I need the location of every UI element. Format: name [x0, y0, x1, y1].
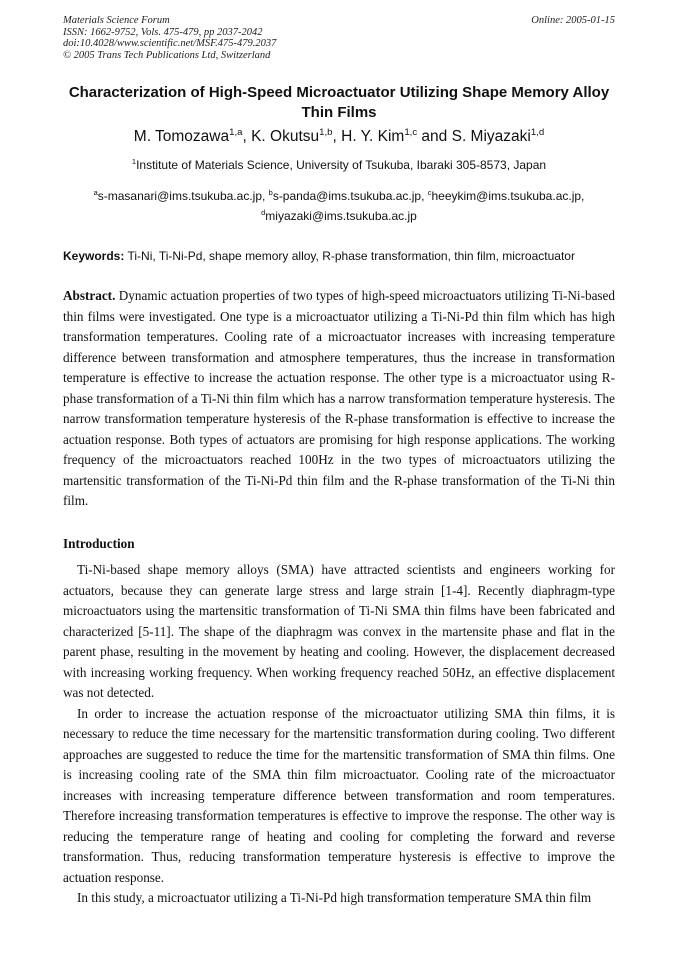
email-mark: b	[268, 188, 273, 197]
affiliation	[60, 157, 618, 173]
abstract	[63, 286, 615, 512]
copyright-line: © 2005 Trans Tech Publications Ltd, Switzerland	[63, 49, 271, 61]
author-name: M. Tomozawa	[133, 128, 230, 145]
author-affiliation-mark: 1,b	[319, 126, 333, 138]
journal-header	[63, 15, 615, 61]
author-affiliation-mark: 1,a	[229, 126, 243, 138]
section-heading-introduction: Introduction	[63, 536, 135, 551]
online-date: Online: 2005-01-15	[531, 15, 615, 26]
author-name: S. Miyazaki	[451, 128, 531, 145]
author-name: H. Y. Kim	[341, 128, 405, 145]
doi-line: doi:10.4028/www.scientific.net/MSF.475-479.2037	[63, 38, 277, 49]
keywords-label: Keywords:	[63, 249, 125, 263]
paragraph: In this study, a microactuator utilizing a Ti-Ni-Pd high transformation temperature SMA thin film	[77, 890, 592, 905]
email-mark: c	[427, 188, 432, 197]
email-address: miyazaki@ims.tsukuba.ac.jp	[265, 209, 417, 223]
email-line	[60, 206, 618, 226]
abstract-text: Dynamic actuation properties of two types of high-speed microactuators utilizing Ti-Ni-based thin films were investigated. One type is a microactuator utilizing a Ti-Ni-Pd thin film which has high transformation temperatures. Cooling rate of a microactuator increases with increasing temperature difference between transformation and atmosphere temperatures, thus the increase in transformation temperature is effective to increase the actuation response. The other type is a microactuator using R-phase transformation of a Ti-Ni thin film which has a narrow transformation temperature hysteresis. The narrow transformation temperature hysteresis of the R-phase transformation is effective to increase the actuation response. Both types of actuators are promising for high response applications. The working frequency of the microactuators reached 100Hz in the two types of microactuators utilizing the martensitic transformation of the Ti-Ni-Pd thin film and the R-phase transformation of the Ti-Ni thin film.	[63, 288, 615, 508]
abstract-label: Abstract.	[63, 288, 116, 303]
email-address: heeykim@ims.tsukuba.ac.jp	[431, 189, 582, 203]
email-address: s-masanari@ims.tsukuba.ac.jp	[97, 189, 262, 203]
author-affiliation-mark: 1,d	[530, 126, 545, 138]
paragraph: In order to increase the actuation response of the microactuator utilizing SMA thin films, it is necessary to reduce the time necessary for the martensitic transformation during cooling. Two different approaches are suggested to reduce the time for the martensitic transformation of SMA thin films. One is increasing cooling rate of the SMA thin film microactuator. Cooling rate of the microactuator increases with increasing temperature difference between transformation and room temperatures. Therefore increasing transformation temperatures is effective to improve the response. The other way is reducing the temperature range of heating and cooling for completing the forward and reverse transformation. Thus, reducing transformation temperature hysteresis is effective to improve the actuation response.	[63, 705, 615, 885]
email-mark: d	[261, 208, 266, 217]
paper-title: Characterization of High-Speed Microactuator Utilizing Shape Memory Alloy Thin Films	[68, 84, 610, 121]
email-mark: a	[93, 188, 98, 197]
affiliation-mark: 1	[131, 157, 137, 166]
author-name: K. Okutsu	[251, 128, 320, 145]
author-emails	[60, 186, 618, 226]
email-line: $^a$s-masanari@ims.tsukuba.ac.jp, $^b$s-panda@ims.tsukuba.ac.jp, $^c$heeykim@ims.tsukuba.ac.jp,	[93, 188, 585, 203]
author-list: M. Tomozawa$^{1,a}$, K. Okutsu$^{1,b}$, H. Y. Kim$^{1,c}$ and S. Miyazaki$^{1,d}$	[133, 126, 545, 145]
journal-name: Materials Science Forum	[63, 15, 170, 26]
paragraph: Ti-Ni-based shape memory alloys (SMA) have attracted scientists and engineers working for actuators, because they can generate large stress and large strain [1-4]. Recently diaphragm-type microactuators using the martensitic transformation of Ti-Ni SMA thin films have been fabricated and characterized [5-11]. The shape of the diaphragm was convex in the martensite phase and flat in the parent phase, resulting in the movement by heating and cooling. However, the displacement decreased with increasing working frequency. When working frequency reached 50Hz, an effective displacement was not detected.	[63, 562, 615, 700]
email-address: s-panda@ims.tsukuba.ac.jp	[272, 189, 422, 203]
author-affiliation-mark: 1,c	[404, 126, 418, 138]
issn-line: ISSN: 1662-9752, Vols. 475-479, pp 2037-2042	[63, 26, 263, 38]
keywords	[63, 248, 623, 264]
introduction-body	[63, 560, 615, 909]
affiliation-text: Institute of Materials Science, University of Tsukuba, Ibaraki 305-8573, Japan	[136, 158, 547, 172]
keywords-text: Ti-Ni, Ti-Ni-Pd, shape memory alloy, R-phase transformation, thin film, microactuator	[127, 249, 575, 263]
